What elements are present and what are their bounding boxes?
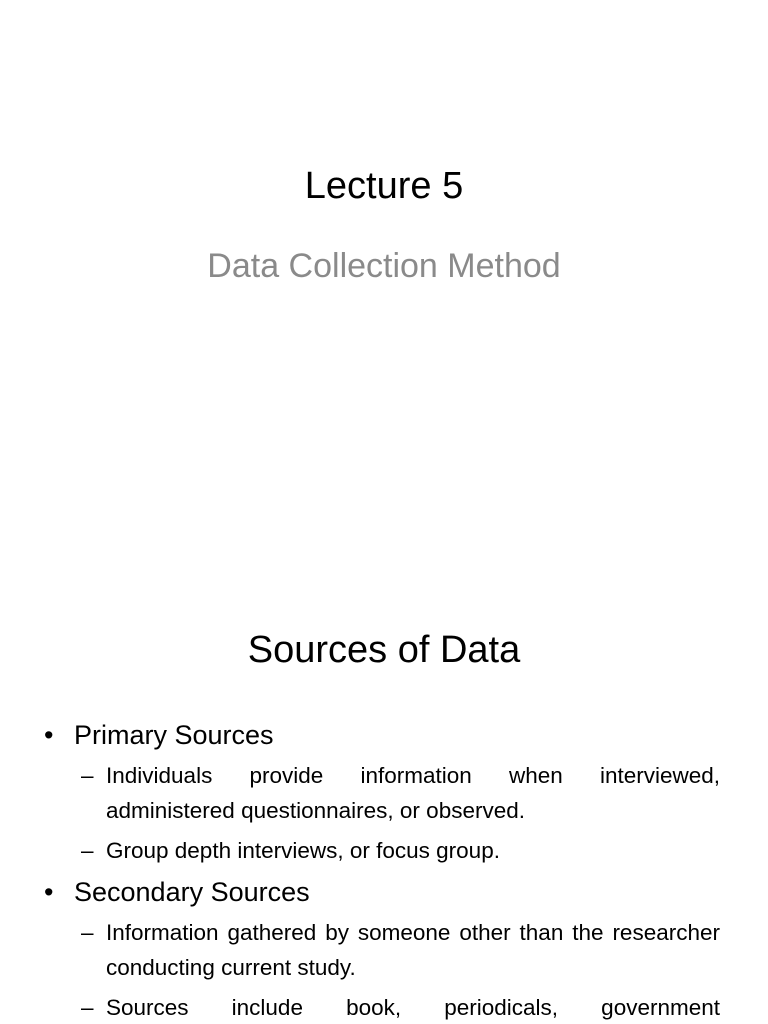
slide-title: Lecture 5 — [304, 165, 464, 207]
dash-icon: – — [81, 838, 94, 863]
slide-title: Sources of Data — [247, 629, 521, 671]
bullet-item-secondary-sources — [44, 873, 724, 911]
sub-item-text: Information gathered by someone other than the researcher conducting current study. — [106, 920, 720, 980]
dash-icon: – — [81, 920, 94, 945]
sub-item — [44, 990, 720, 1024]
dash-icon: – — [81, 763, 94, 788]
sub-item-text: Group depth interviews, or focus group. — [106, 838, 500, 863]
bullet-label: Secondary Sources — [74, 877, 310, 907]
sub-item-text: Sources include book, periodicals, government — [106, 995, 720, 1020]
sub-item — [44, 833, 720, 868]
sub-item — [44, 915, 720, 985]
bullet-list — [44, 716, 724, 1024]
slide-subtitle: Data Collection Method — [207, 247, 561, 285]
sub-item — [44, 758, 720, 828]
dash-icon: – — [81, 995, 94, 1020]
bullet-icon: • — [44, 877, 54, 907]
content-slide — [0, 576, 768, 1024]
sub-item-text: Individuals provide information when interviewed, administered questionnaires, or observed. — [106, 763, 720, 823]
bullet-item-primary-sources — [44, 716, 724, 754]
bullet-icon: • — [44, 720, 54, 750]
bullet-label: Primary Sources — [74, 720, 274, 750]
